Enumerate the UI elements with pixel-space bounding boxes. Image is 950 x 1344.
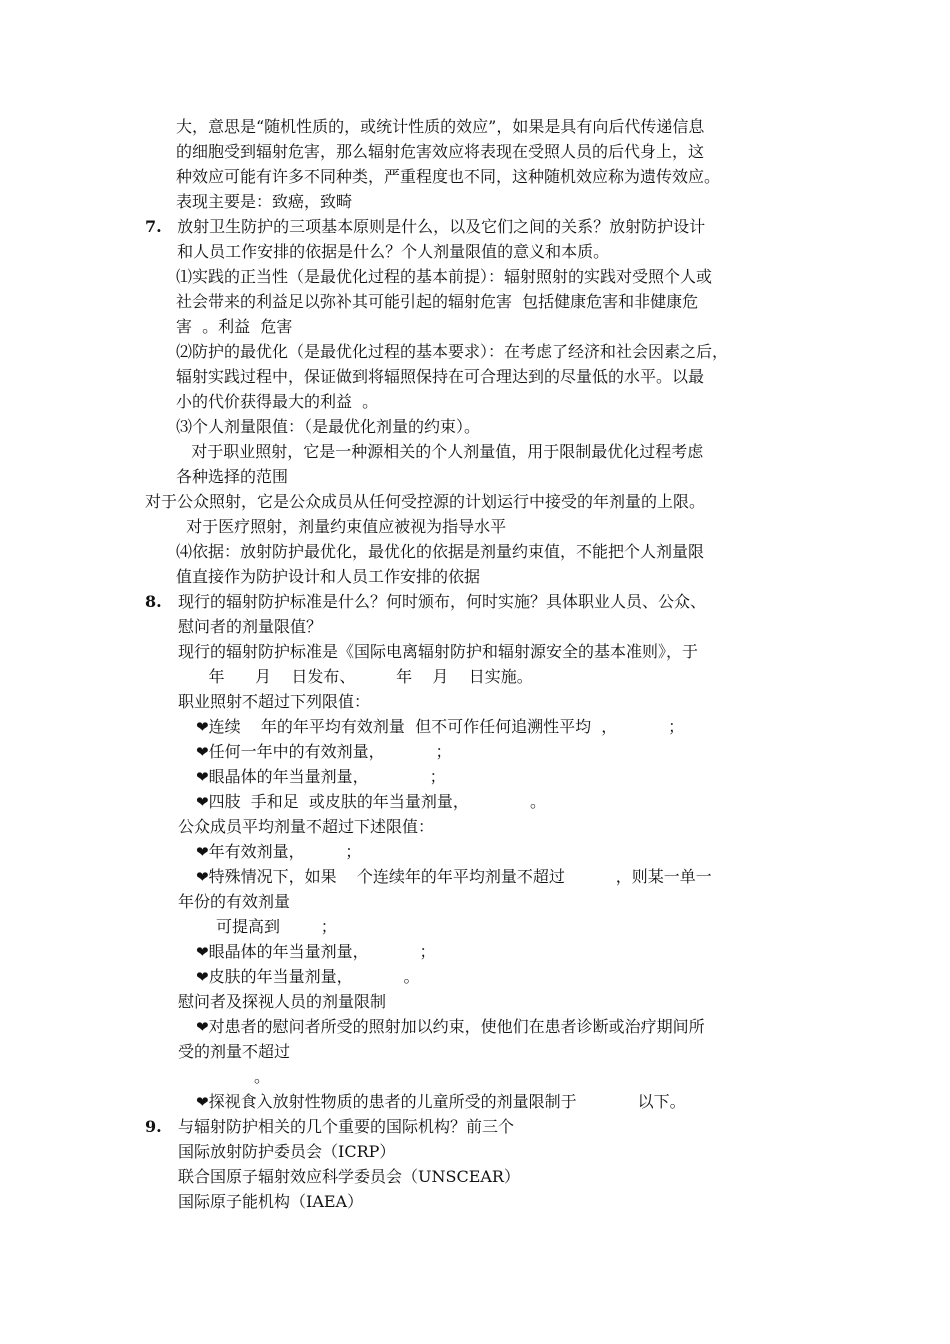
line-text: 慰问者及探视人员的剂量限制 — [178, 992, 387, 1011]
line-text: 年份的有效剂量 — [178, 892, 291, 911]
line-text: 探视食入放射性物质的患者的儿童所受的剂量限制于 以下。 — [208, 1092, 686, 1111]
text-line — [176, 465, 288, 489]
heart-bullet-icon: ❤ — [196, 743, 209, 761]
text-line — [178, 990, 386, 1014]
line-text: 特殊情况下，如果 个连续年的年平均剂量不超过 ，则某一单一 — [208, 867, 712, 886]
line-text: 种效应可能有许多不同种类，严重程度也不同，这种随机效应称为遗传效应。 — [176, 167, 721, 186]
line-text: 表现主要是：致癌，致畸 — [176, 192, 353, 211]
text-line — [196, 965, 419, 989]
heart-bullet-icon: ❤ — [196, 768, 209, 786]
line-text: 国际放射防护委员会（ICRP） — [178, 1142, 396, 1161]
text-line — [178, 615, 322, 639]
heart-bullet-icon: ❤ — [196, 868, 209, 886]
text-line — [176, 440, 703, 464]
text-line — [178, 1190, 363, 1214]
text-line — [178, 1115, 514, 1139]
line-text: 年 月 日发布、 年 月 日实施。 — [178, 667, 533, 686]
text-line — [216, 915, 337, 939]
text-line — [178, 640, 698, 664]
line-text: 现行的辐射防护标准是什么？何时颁布，何时实施？具体职业人员、公众、 — [178, 592, 707, 611]
text-line — [178, 815, 434, 839]
line-text: 联合国原子辐射效应科学委员会（UNSCEAR） — [178, 1167, 520, 1186]
line-text: 连续 年的年平均有效剂量 但不可作任何追溯性平均 ， ； — [208, 717, 685, 736]
text-line — [176, 115, 704, 139]
line-text: 的细胞受到辐射危害，那么辐射危害效应将表现在受照人员的后代身上，这 — [176, 142, 705, 161]
text-line — [176, 140, 704, 164]
line-text: 各种选择的范围 — [176, 467, 289, 486]
line-text: 四肢 手和足 或皮肤的年当量剂量， 。 — [208, 792, 546, 811]
line-text: 公众成员平均剂量不超过下述限值： — [178, 817, 435, 836]
text-line — [196, 940, 435, 964]
text-line — [176, 165, 720, 189]
line-text: 国际原子能机构（IAEA） — [178, 1192, 364, 1211]
line-text: 对于职业照射，它是一种源相关的个人剂量值，用于限制最优化过程考虑 — [176, 442, 704, 461]
text-line — [196, 865, 712, 889]
text-line — [196, 1015, 705, 1039]
line-text: 年有效剂量， ； — [208, 842, 362, 861]
line-text: ⑷依据：放射防护最优化，最优化的依据是剂量约束值，不能把个人剂量限 — [176, 542, 705, 561]
heart-bullet-icon: ❤ — [196, 943, 209, 961]
heart-bullet-icon: ❤ — [196, 793, 209, 811]
heart-bullet-icon: ❤ — [196, 718, 209, 736]
text-line — [196, 790, 546, 814]
line-text: 辐射实践过程中，保证做到将辐照保持在可合理达到的尽量低的水平。以最 — [176, 367, 705, 386]
heart-bullet-icon: ❤ — [196, 1018, 209, 1036]
text-line — [176, 315, 292, 339]
line-text: 现行的辐射防护标准是《国际电离辐射防护和辐射源安全的基本准则》，于 — [178, 642, 699, 661]
line-text: 值直接作为防护设计和人员工作安排的依据 — [176, 567, 481, 586]
text-line — [172, 240, 609, 264]
text-line — [176, 415, 480, 439]
text-line — [196, 715, 684, 739]
line-text: 放射卫生防护的三项基本原则是什么，以及它们之间的关系？放射防护设计 — [172, 217, 706, 236]
line-text: 对于医疗照射，剂量约束值应被视为指导水平 — [176, 517, 507, 536]
line-text: 眼晶体的年当量剂量， ； — [208, 942, 436, 961]
line-text: ⑴实践的正当性（是最优化过程的基本前提）：辐射照射的实践对受照个人或 — [176, 267, 713, 286]
text-line — [176, 540, 704, 564]
text-line — [178, 690, 370, 714]
line-text: 受的剂量不超过 — [178, 1042, 291, 1061]
text-line — [178, 1140, 395, 1164]
line-text: 和人员工作安排的依据是什么？个人剂量限值的意义和本质。 — [172, 242, 610, 261]
line-text: 可提高到 ； — [216, 917, 337, 936]
line-text: 大，意思是“随机性质的，或统计性质的效应”，如果是具有向后代传递信息 — [176, 117, 705, 136]
line-text: 皮肤的年当量剂量， 。 — [208, 967, 420, 986]
text-line — [176, 340, 728, 364]
text-line — [176, 265, 712, 289]
line-text: 小的代价获得最大的利益 。 — [176, 392, 379, 411]
text-line — [178, 590, 706, 614]
text-line — [176, 290, 698, 314]
heart-bullet-icon: ❤ — [196, 968, 209, 986]
text-line — [178, 665, 533, 689]
text-line — [178, 890, 290, 914]
text-line — [172, 215, 705, 239]
line-text: 职业照射不超过下列限值： — [178, 692, 371, 711]
line-text: 害 。利益 危害 — [176, 317, 293, 336]
line-text: ⑵防护的最优化（是最优化过程的基本要求）：在考虑了经济和社会因素之后， — [176, 342, 729, 361]
text-line — [196, 740, 451, 764]
line-text: 任何一年中的有效剂量， ； — [208, 742, 452, 761]
text-line — [196, 1090, 686, 1114]
text-line — [176, 190, 352, 214]
text-line — [254, 1065, 270, 1089]
text-line — [176, 365, 704, 389]
line-text: 对于公众照射，它是公众成员从任何受控源的计划运行中接受的年剂量的上限。 — [145, 492, 706, 511]
text-line — [196, 840, 361, 864]
line-text: 慰问者的剂量限值？ — [178, 617, 323, 636]
text-line — [196, 765, 446, 789]
heart-bullet-icon: ❤ — [196, 843, 209, 861]
line-text: 社会带来的利益足以弥补其可能引起的辐射危害 包括健康危害和非健康危 — [176, 292, 699, 311]
line-text: ⑶个人剂量限值：（是最优化剂量的约束）。 — [176, 417, 481, 436]
text-line — [145, 490, 705, 514]
heart-bullet-icon: ❤ — [196, 1093, 209, 1111]
question-number: 9. — [145, 1117, 162, 1136]
text-line — [176, 515, 506, 539]
text-line — [178, 1165, 520, 1189]
line-text: 。 — [254, 1067, 271, 1086]
text-line — [176, 390, 378, 414]
text-line — [176, 565, 480, 589]
line-text: 眼晶体的年当量剂量， ； — [208, 767, 446, 786]
question-number: 8. — [145, 592, 162, 611]
question-number: 7. — [145, 217, 162, 236]
text-line — [178, 1040, 290, 1064]
line-text: 与辐射防护相关的几个重要的国际机构？前三个 — [178, 1117, 515, 1136]
line-text: 对患者的慰问者所受的照射加以约束，使他们在患者诊断或治疗期间所 — [208, 1017, 705, 1036]
